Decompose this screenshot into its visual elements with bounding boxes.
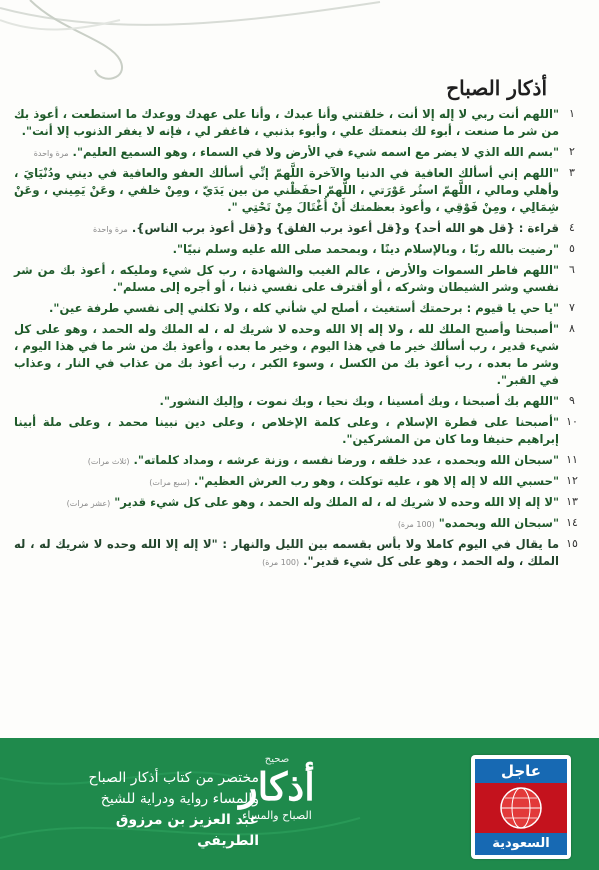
item-number: ٩ bbox=[569, 394, 575, 407]
list-item bbox=[14, 414, 585, 449]
channel-logo-top: عاجل bbox=[475, 759, 567, 783]
list-item bbox=[14, 165, 585, 217]
logo-subtitle: الصباح والمساء bbox=[242, 809, 312, 822]
item-number: ١٢ bbox=[566, 474, 578, 487]
item-text: "بسم الله الذي لا يضر مع اسمه شيء في الأرض ولا في السماء ، وهو السميع العليم".مرة واحدة bbox=[33, 145, 559, 159]
item-text: ما يقال في اليوم كاملا ولا بأس بقسمه بين الليل والنهار : "لا إله إلا الله وحده لا شريك له ، له الملك ، وله الحمد ، وهو على كل شيء قدير".(100 مرة) bbox=[14, 537, 559, 568]
repeat-note: (100 مرة) bbox=[397, 520, 435, 529]
item-text: "اللهم إني أسألك العافية في الدنيا والآخرة اللَّهمّ إنِّي أسألك العفو والعافية في ديني ودُنْيَايَ ، وأهلي ومالي ، اللَّهمّ استُر عَوْرَتي ، اللَّهمّ احفَظْني من بين يَدَيّ ، ومِنْ خلفي ، وعَنْ يَمِيني ، وعَنْ شِمَالِي ، ومِنْ فَوْقِي ، وأعوذ بعظمتك أَنْ أُغْتَالَ مِنْ تَحْتِي ". bbox=[14, 166, 559, 214]
list-item bbox=[14, 262, 585, 297]
item-number: ٢ bbox=[569, 145, 575, 158]
item-number: ٤ bbox=[569, 221, 575, 234]
item-number: ١ bbox=[569, 107, 575, 120]
item-text: "أصبحنا على فطرة الإسلام ، وعلى كلمة الإخلاص ، وعلى دين نبينا محمد ، وعلى ملة أبينا إبراهيم حنيفا وما كان من المشركين". bbox=[14, 415, 559, 446]
item-text: "اللهم أنت ربي لا إله إلا أنت ، خلقتني وأنا عبدك ، وأنا على عهدك ووعدك ما استطعت ، أعوذ بك من شر ما صنعت ، أبوء لك بنعمتك علي ، وأبوء بذنبي ، فاغفر لي ، فإنه لا يغفر الذنوب إلا أنت". bbox=[14, 107, 559, 138]
item-text: قراءة : {قل هو الله أحد} و{قل أعوذ برب الفلق} و{قل أعوذ برب الناس}.مرة واحدة bbox=[92, 221, 559, 235]
repeat-note: مرة واحدة bbox=[33, 149, 69, 158]
logo-title: أذكار bbox=[239, 764, 315, 809]
item-number: ٨ bbox=[569, 322, 575, 335]
list-item bbox=[14, 144, 585, 162]
list-item bbox=[14, 393, 585, 411]
item-number: ١٤ bbox=[566, 516, 578, 529]
item-text: "أصبحنا وأصبح الملك لله ، ولا إله إلا الله وحده لا شريك له ، له الملك وله الحمد ، وهو على كل شيء قدير ، رب أسألك خير ما في هذا اليوم ، وخير ما بعده ، وأعوذ بك من شر ما في هذا اليوم ، وشر ما بعده ، رب أعوذ بك من الكسل ، وسوء الكبر ، رب أعوذ بك من عذاب في النار ، وعذاب في القبر". bbox=[14, 322, 559, 387]
repeat-note: (ثلاث مرات) bbox=[87, 457, 130, 466]
list-item bbox=[14, 494, 585, 512]
item-text: "حسبي الله لا إله إلا هو ، عليه توكلت ، وهو رب العرش العظيم".(سبع مرات) bbox=[149, 474, 559, 488]
item-text: "رضيت بالله ربًا ، وبالإسلام دينًا ، وبمحمد صلى الله عليه وسلم نبيًا". bbox=[172, 242, 559, 256]
list-item bbox=[14, 536, 585, 571]
list-item bbox=[14, 220, 585, 238]
item-number: ١٣ bbox=[566, 495, 578, 508]
book-logo bbox=[222, 754, 332, 854]
repeat-note: مرة واحدة bbox=[92, 225, 128, 234]
item-text: "يا حي يا قيوم : برحمتك أستغيث ، أصلح لي شأني كله ، ولا تكلني إلى نفسي طرفة عين". bbox=[49, 301, 559, 315]
list-item bbox=[14, 515, 585, 533]
page-title: أذكار الصباح bbox=[446, 76, 547, 100]
list-item bbox=[14, 452, 585, 470]
list-item bbox=[14, 321, 585, 390]
channel-logo-bottom: السعودية bbox=[475, 833, 567, 855]
item-text: "سبحان الله وبحمده"(100 مرة) bbox=[397, 516, 559, 530]
item-number: ٦ bbox=[569, 263, 575, 276]
item-text: "اللهم فاطر السموات والأرض ، عالم الغيب والشهادة ، رب كل شيء ومليكه ، أعوذ بك من شر نفسي وشر الشيطان وشركه ، أو أقترف على نفسي ذنبا ، أو أجره إلى مسلم". bbox=[14, 263, 559, 294]
credit-line: والمساء رواية ودراية للشيخ bbox=[100, 791, 259, 807]
item-number: ١١ bbox=[566, 453, 578, 466]
item-number: ٣ bbox=[569, 166, 575, 179]
list-item bbox=[14, 241, 585, 259]
item-number: ٧ bbox=[569, 301, 575, 314]
item-number: ٥ bbox=[569, 242, 575, 255]
list-item bbox=[14, 300, 585, 318]
channel-logo bbox=[471, 755, 571, 859]
item-number: ١٠ bbox=[566, 415, 578, 428]
item-text: "سبحان الله وبحمده ، عدد خلقه ، ورضا نفسه ، وزنة عرشه ، ومداد كلماته".(ثلاث مرات) bbox=[87, 453, 559, 467]
author-name: عبد العزيز بن مرزوق الطريفي bbox=[115, 812, 259, 849]
item-number: ١٥ bbox=[566, 537, 578, 550]
credit-line: مختصر من كتاب أذكار الصباح bbox=[88, 770, 259, 786]
list-item bbox=[14, 106, 585, 141]
repeat-note: (عشر مرات) bbox=[66, 499, 111, 508]
logo-small-text: صحيح bbox=[264, 754, 290, 765]
dhikr-list bbox=[14, 106, 585, 574]
list-item bbox=[14, 473, 585, 491]
item-text: "لا إله إلا الله وحده لا شريك له ، له الملك وله الحمد ، وهو على كل شيء قدير"(عشر مرات) bbox=[66, 495, 559, 509]
repeat-note: (100 مرة) bbox=[262, 558, 300, 567]
repeat-note: (سبع مرات) bbox=[149, 478, 190, 487]
item-text: "اللهم بك أصبحنا ، وبك أمسينا ، وبك نحيا ، وبك نموت ، وإليك النشور". bbox=[159, 394, 559, 408]
globe-icon bbox=[475, 783, 567, 833]
